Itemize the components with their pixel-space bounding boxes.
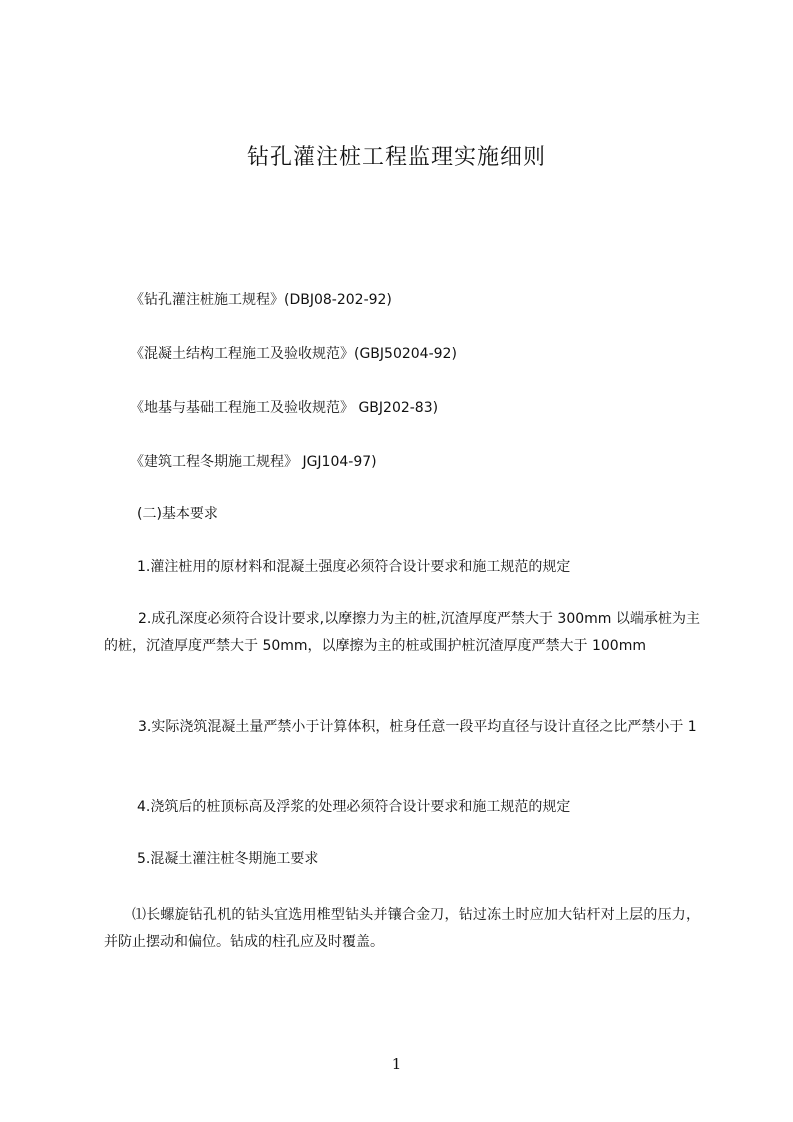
reference-line: 《建筑工程冬期施工规程》 JGJ104-97) <box>130 454 377 470</box>
reference-line: 《地基与基础工程施工及验收规范》 GBJ202-83) <box>130 400 439 416</box>
reference-line: 《混凝土结构工程施工及验收规范》(GBJ50204-92) <box>130 346 457 362</box>
section-heading: (二)基本要求 <box>137 506 218 522</box>
requirement-item: 4.浇筑后的桩顶标高及浮浆的处理必须符合设计要求和施工规范的规定 <box>137 799 571 815</box>
page-number: 1 <box>391 1055 402 1073</box>
requirement-subitem: ⑴长螺旋钻孔机的钻头宜选用椎型钻头并镶合金刀，钻过冻土时应加大钻杆对上层的压力，并防止摆动和偏位。钻成的柱孔应及时覆盖。 <box>104 907 700 950</box>
reference-line: 《钻孔灌注桩施工规程》(DBJ08-202-92) <box>130 292 392 308</box>
requirement-item: 3.实际浇筑混凝土量严禁小于计算体积，桩身任意一段平均直径与设计直径之比严禁小于 1 <box>138 719 697 735</box>
requirement-item: 1.灌注桩用的原材料和混凝土强度必须符合设计要求和施工规范的规定 <box>137 559 571 575</box>
requirement-item: 2.成孔深度必须符合设计要求,以摩擦力为主的桩,沉渣厚度严禁大于 300mm 以端承桩为主的桩，沉渣厚度严禁大于 50mm，以摩擦为主的桩或围护桩沉渣厚度严禁大于 100mm <box>104 611 700 654</box>
document-title: 钻孔灌注桩工程监理实施细则 <box>246 145 546 170</box>
requirement-item: 5.混凝土灌注桩冬期施工要求 <box>137 851 319 867</box>
